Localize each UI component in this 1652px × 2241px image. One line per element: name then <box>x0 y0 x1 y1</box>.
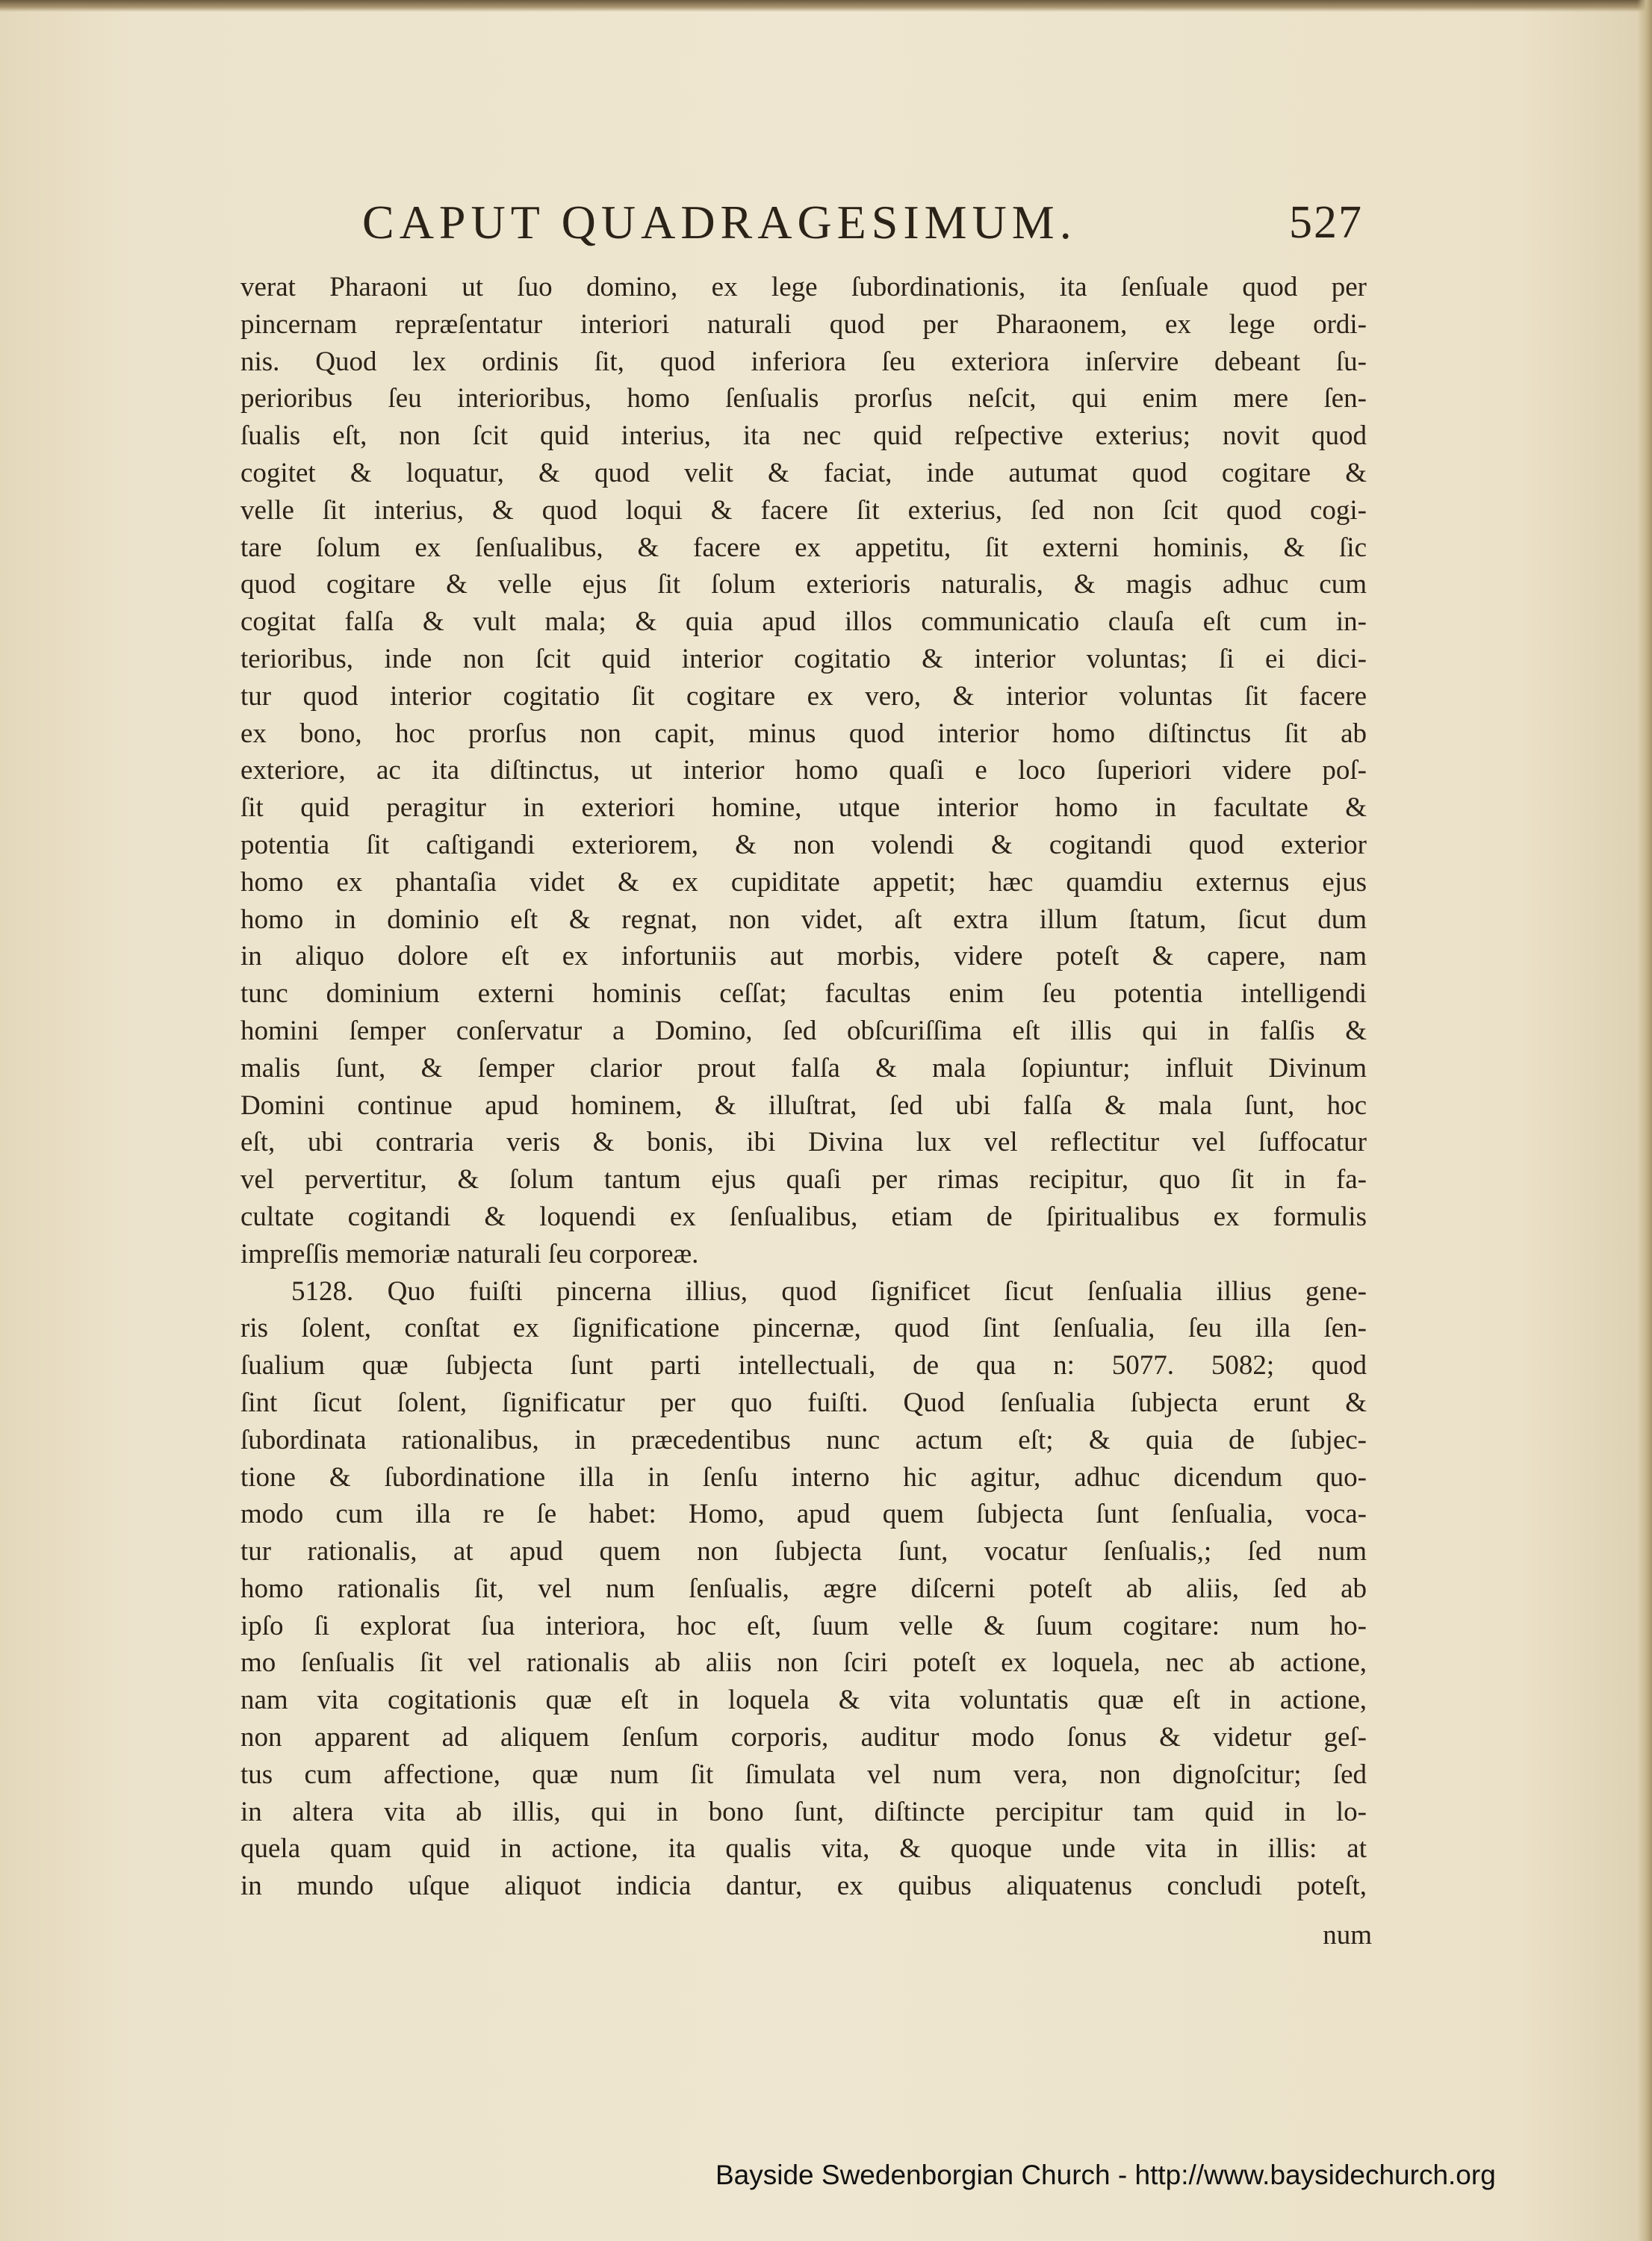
text-line: cogitet & loquatur, & quod velit & faciat, inde autumat quod cogitare & <box>240 457 1367 488</box>
catchword: num <box>1323 1920 1372 1951</box>
page-header <box>362 193 1378 252</box>
text-line: in mundo uſque aliquot indicia dantur, ex quibus aliquatenus concludi poteſt, <box>240 1871 1367 1902</box>
text-line: in aliquo dolore eſt ex infortuniis aut morbis, videre poteſt & capere, nam <box>240 941 1367 972</box>
text-line: tus cum affectione, quæ num ſit ſimulata vel num vera, non dignoſcitur; ſed <box>240 1759 1367 1790</box>
text-line: mo ſenſualis ſit vel rationalis ab aliis non ſciri poteſt ex loquela, nec ab actione, <box>240 1647 1367 1679</box>
text-line: nam vita cogitationis quæ eſt in loquela & vita voluntatis quæ eſt in actione, <box>240 1685 1367 1716</box>
text-line: ſit quid peragitur in exteriori homine, utque interior homo in facultate & <box>240 792 1367 824</box>
text-line: homo ex phantaſia videt & ex cupiditate appetit; hæc quamdiu externus ejus <box>240 866 1367 898</box>
text-line: quela quam quid in actione, ita qualis vita, & quoque unde vita in illis: at <box>240 1833 1367 1865</box>
text-line: non apparent ad aliquem ſenſum corporis, auditur modo ſonus & videtur geſ- <box>240 1722 1367 1753</box>
text-line: homo in dominio eſt & regnat, non videt, aſt extra illum ſtatum, ſicut dum <box>240 904 1367 935</box>
page-right-edge <box>1637 0 1652 2241</box>
text-line: in altera vita ab illis, qui in bono ſunt, diſtincte percipitur tam quid in lo- <box>240 1796 1367 1827</box>
text-line: Domini continue apud hominem, & illuſtrat, ſed ubi falſa & mala ſunt, hoc <box>240 1090 1367 1121</box>
text-line: 5128. Quo fuiſti pincerna illius, quod ſignificet ſicut ſenſualia illius gene- <box>291 1275 1367 1307</box>
text-line: perioribus ſeu interioribus, homo ſenſualis prorſus neſcit, qui enim mere ſen- <box>240 383 1367 414</box>
text-line: ſualis eſt, non ſcit quid interius, ita nec quid reſpective exterius; novit quod <box>240 420 1367 452</box>
text-line: exteriore, ac ita diſtinctus, ut interior homo quaſi e loco ſuperiori videre poſ- <box>240 755 1367 786</box>
text-line: ris ſolent, conſtat ex ſignificatione pincernæ, quod ſint ſenſualia, ſeu illa ſen- <box>240 1313 1367 1344</box>
text-line: ſualium quæ ſubjecta ſunt parti intellectuali, de qua n: 5077. 5082; quod <box>240 1350 1367 1381</box>
text-line: velle ſit interius, & quod loqui & facere ſit exterius, ſed non ſcit quod cogi- <box>240 494 1367 526</box>
text-line: eſt, ubi contraria veris & bonis, ibi Divina lux vel reflectitur vel ſuffocatur <box>240 1127 1367 1158</box>
text-line: homo rationalis ſit, vel num ſenſualis, ægre diſcerni poteſt ab aliis, ſed ab <box>240 1573 1367 1604</box>
text-line: cogitat falſa & vult mala; & quia apud illos communicatio clauſa eſt cum in- <box>240 606 1367 638</box>
text-line: cultate cogitandi & loquendi ex ſenſualibus, etiam de ſpiritualibus ex formulis <box>240 1201 1367 1232</box>
text-line: impreſſis memoriæ naturali ſeu corporeæ. <box>240 1238 699 1269</box>
text-line: tunc dominium externi hominis ceſſat; facultas enim ſeu potentia intelligendi <box>240 978 1367 1010</box>
text-line: vel pervertitur, & ſolum tantum ejus quaſi per rimas recipitur, quo ſit in fa- <box>240 1164 1367 1196</box>
text-line: homini ſemper conſervatur a Domino, ſed obſcuriſſima eſt illis qui in falſis & <box>240 1015 1367 1046</box>
text-line: modo cum illa re ſe habet: Homo, apud quem ſubjecta ſunt ſenſualia, voca- <box>240 1499 1367 1530</box>
text-line: ſint ſicut ſolent, ſignificatur per quo fuiſti. Quod ſenſualia ſubjecta erunt & <box>240 1387 1367 1418</box>
body-text <box>240 269 1367 1905</box>
text-line: ipſo ſi explorat ſua interiora, hoc eſt, ſuum velle & ſuum cogitare: num ho- <box>240 1610 1367 1641</box>
watermark-credit: Bayside Swedenborgian Church - http://www.baysidechurch.org <box>715 2160 1496 2190</box>
text-line: ſubordinata rationalibus, in præcedentibus nunc actum eſt; & quia de ſubjec- <box>240 1424 1367 1455</box>
page-number: 527 <box>1289 197 1363 248</box>
text-line: tare ſolum ex ſenſualibus, & facere ex appetitu, ſit externi hominis, & ſic <box>240 532 1367 563</box>
text-line: tur rationalis, at apud quem non ſubjecta ſunt, vocatur ſenſualis,; ſed num <box>240 1536 1367 1567</box>
text-line: ex bono, hoc prorſus non capit, minus quod interior homo diſtinctus ſit ab <box>240 718 1367 749</box>
text-line: verat Pharaoni ut ſuo domino, ex lege ſubordinationis, ita ſenſuale quod per <box>240 272 1367 302</box>
text-line: pincernam repræſentatur interiori naturali quod per Pharaonem, ex lege ordi- <box>240 308 1367 340</box>
text-line: quod cogitare & velle ejus ſit ſolum exterioris naturalis, & magis adhuc cum <box>240 569 1367 600</box>
page-top-edge <box>0 0 1652 12</box>
text-line: malis ſunt, & ſemper clarior prout falſa & mala ſopiuntur; influit Divinum <box>240 1052 1367 1084</box>
text-line: terioribus, inde non ſcit quid interior cogitatio & interior voluntas; ſi ei dici- <box>240 643 1367 674</box>
text-line: tione & ſubordinatione illa in ſenſu interno hic agitur, adhuc dicendum quo- <box>240 1461 1367 1493</box>
running-title: CAPUT QUADRAGESIMUM. <box>362 196 1077 249</box>
text-line: nis. Quod lex ordinis ſit, quod inferiora ſeu exteriora inſervire debeant ſu- <box>240 346 1367 377</box>
text-line: potentia ſit caſtigandi exteriorem, & non volendi & cogitandi quod exterior <box>240 829 1367 860</box>
text-line: tur quod interior cogitatio ſit cogitare ex vero, & interior voluntas ſit facere <box>240 680 1367 712</box>
